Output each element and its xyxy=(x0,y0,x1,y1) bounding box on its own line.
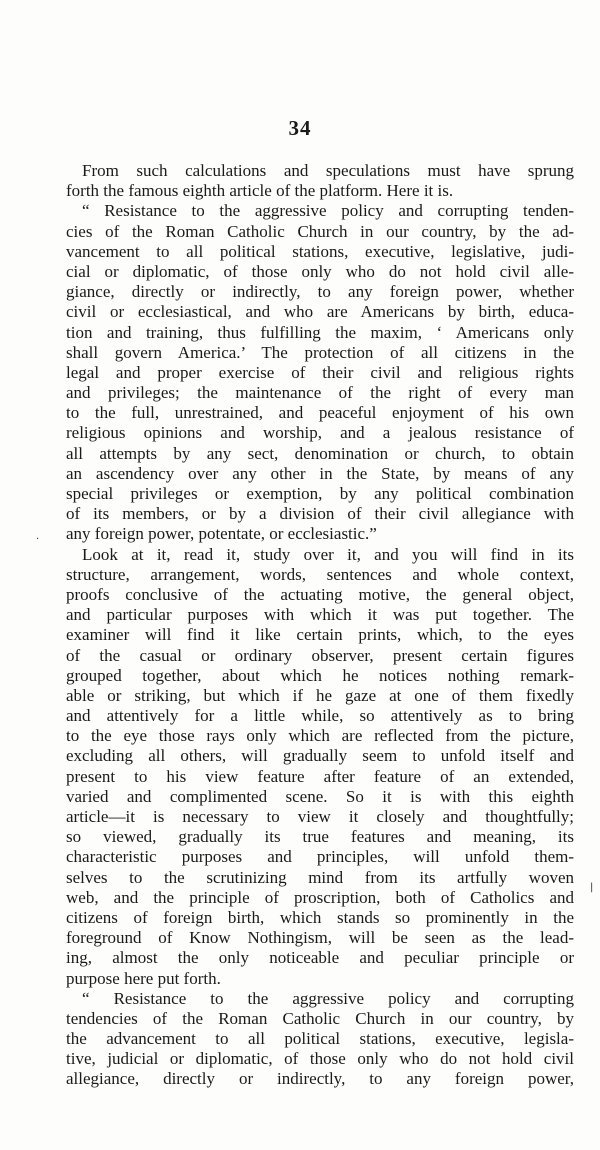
text-line: foreground of Know Nothingism, will be seen as the lead- xyxy=(66,928,574,948)
scan-speck: | xyxy=(590,882,594,893)
text-line: an ascendency over any other in the State, by means of any xyxy=(66,463,574,483)
text-line: grouped together, about which he notices nothing remark- xyxy=(66,665,574,685)
body-text xyxy=(66,161,574,1090)
text-line: religious opinions and worship, and a jealous resistance of xyxy=(66,423,574,443)
text-line: tendencies of the Roman Catholic Church in our country, by xyxy=(66,1008,574,1028)
text-line: legal and proper exercise of their civil and religious rights xyxy=(66,362,574,382)
text-line: cial or diplomatic, of those only who do not hold civil alle- xyxy=(66,261,574,281)
text-line: any foreign power, potentate, or ecclesiastic.” xyxy=(66,524,377,544)
text-line: able or striking, but which if he gaze at one of them fixedly xyxy=(66,685,574,705)
text-line: shall govern America.’ The protection of all citizens in the xyxy=(66,342,574,362)
text-line: the advancement to all political stations, executive, legisla- xyxy=(66,1029,574,1049)
text-line: of its members, or by a division of their civil allegiance with xyxy=(66,504,574,524)
text-line: and attentively for a little while, so attentively as to bring xyxy=(66,706,574,726)
text-line: examiner will find it like certain prints, which, to the eyes xyxy=(66,625,574,645)
scan-speck: · xyxy=(36,534,40,545)
text-line: tion and training, thus fulfilling the maxim, ‘ Americans only xyxy=(66,322,574,342)
text-line: allegiance, directly or indirectly, to any foreign power, xyxy=(66,1069,574,1089)
text-line: so viewed, gradually its true features and meaning, its xyxy=(66,827,574,847)
text-line: citizens of foreign birth, which stands so prominently in the xyxy=(66,907,574,927)
text-line: giance, directly or indirectly, to any foreign power, whether xyxy=(66,282,574,302)
text-line: purpose here put forth. xyxy=(66,968,221,988)
text-line: of the casual or ordinary observer, present certain figures xyxy=(66,645,574,665)
text-line: to the full, unrestrained, and peaceful enjoyment of his own xyxy=(66,403,574,423)
text-line: varied and complimented scene. So it is with this eighth xyxy=(66,786,574,806)
text-line: civil or ecclesiastical, and who are Americans by birth, educa- xyxy=(66,302,574,322)
text-line: special privileges or exemption, by any political combination xyxy=(66,484,574,503)
text-line: and privileges; the maintenance of the right of every man xyxy=(66,383,574,403)
text-line: characteristic purposes and principles, will unfold them- xyxy=(66,847,574,867)
text-line: proofs conclusive of the actuating motive, the general object, xyxy=(66,584,574,604)
text-line: “ Resistance to the aggressive policy and corrupting tenden- xyxy=(82,201,574,221)
text-line: ing, almost the only noticeable and peculiar principle or xyxy=(66,948,574,968)
text-line: structure, arrangement, words, sentences and whole context, xyxy=(66,564,574,584)
page-number: 34 xyxy=(288,116,312,140)
text-line: article—it is necessary to view it closely and thoughtfully; xyxy=(66,807,574,826)
text-line: and particular purposes with which it was put together. The xyxy=(66,605,574,625)
text-line: vancement to all political stations, executive, legislative, judi- xyxy=(66,241,574,261)
text-line: From such calculations and speculations must have sprung xyxy=(82,161,574,180)
text-line: web, and the principle of proscription, both of Catholics and xyxy=(66,887,574,907)
text-line: present to his view feature after feature of an extended, xyxy=(66,766,574,786)
text-line: to the eye those rays only which are reflected from the picture, xyxy=(66,726,574,746)
text-line: excluding all others, will gradually seem to unfold itself and xyxy=(66,746,574,766)
text-line: “ Resistance to the aggressive policy and corrupting xyxy=(82,988,574,1008)
text-line: selves to the scrutinizing mind from its artfully woven xyxy=(66,867,574,887)
text-line: all attempts by any sect, denomination or church, to obtain xyxy=(66,443,574,463)
text-line: tive, judicial or diplomatic, of those only who do not hold civil xyxy=(66,1049,574,1069)
text-line: cies of the Roman Catholic Church in our country, by the ad- xyxy=(66,221,574,241)
text-line: Look at it, read it, study over it, and you will find in its xyxy=(82,544,574,564)
text-line: forth the famous eighth article of the platform. Here it is. xyxy=(66,181,454,201)
